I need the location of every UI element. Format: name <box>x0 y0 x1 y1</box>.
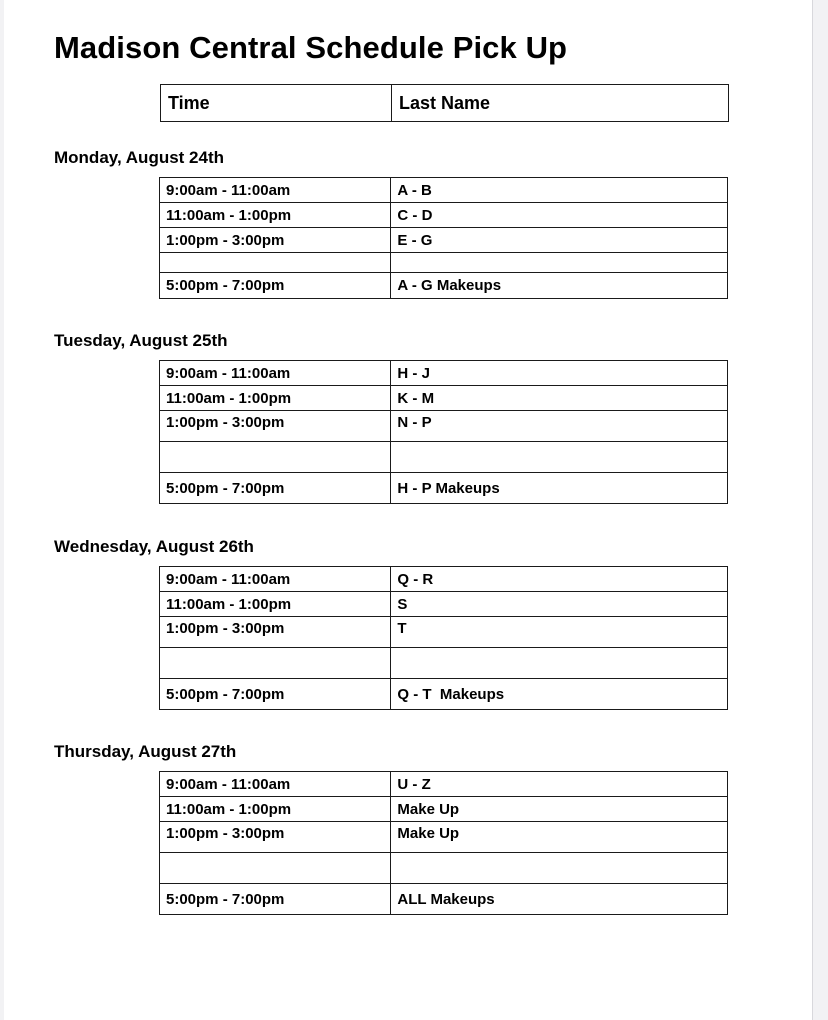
day-label-thursday: Thursday, August 27th <box>54 742 237 761</box>
last-name-cell: S <box>391 592 728 617</box>
last-name-cell: A - B <box>391 178 728 203</box>
last-name-cell: H - J <box>391 361 728 386</box>
time-cell: 9:00am - 11:00am <box>160 361 391 386</box>
time-cell <box>160 253 391 273</box>
table-row <box>160 617 728 648</box>
time-cell <box>160 442 391 473</box>
time-cell: 5:00pm - 7:00pm <box>160 273 391 299</box>
last-name-cell: U - Z <box>391 772 728 797</box>
schedule-table-tuesday <box>159 360 728 504</box>
last-name-cell: T <box>391 617 728 648</box>
header-last-name: Last Name <box>392 85 729 122</box>
last-name-cell: C - D <box>391 203 728 228</box>
last-name-cell <box>391 253 728 273</box>
schedule-table-monday <box>159 177 728 299</box>
time-cell: 9:00am - 11:00am <box>160 178 391 203</box>
time-cell <box>160 853 391 884</box>
table-row <box>160 567 728 592</box>
document-page <box>4 0 813 1020</box>
day-label-tuesday: Tuesday, August 25th <box>54 331 228 350</box>
last-name-cell: ALL Makeups <box>391 884 728 915</box>
table-row <box>160 853 728 884</box>
time-cell: 11:00am - 1:00pm <box>160 386 391 411</box>
schedule-table-thursday <box>159 771 728 915</box>
header-row <box>161 85 729 122</box>
last-name-cell: Q - R <box>391 567 728 592</box>
last-name-cell: E - G <box>391 228 728 253</box>
time-cell: 9:00am - 11:00am <box>160 772 391 797</box>
table-row <box>160 273 728 299</box>
table-row <box>160 473 728 504</box>
last-name-cell: N - P <box>391 411 728 442</box>
day-label-wednesday: Wednesday, August 26th <box>54 537 254 556</box>
time-cell: 1:00pm - 3:00pm <box>160 617 391 648</box>
last-name-cell: Q - T Makeups <box>391 679 728 710</box>
table-row <box>160 679 728 710</box>
table-row <box>160 772 728 797</box>
day-label-monday: Monday, August 24th <box>54 148 224 167</box>
table-row <box>160 386 728 411</box>
table-row <box>160 228 728 253</box>
time-cell: 11:00am - 1:00pm <box>160 797 391 822</box>
time-cell: 1:00pm - 3:00pm <box>160 411 391 442</box>
table-row <box>160 253 728 273</box>
table-row <box>160 178 728 203</box>
time-cell <box>160 648 391 679</box>
table-row <box>160 411 728 442</box>
last-name-cell <box>391 442 728 473</box>
last-name-cell: Make Up <box>391 822 728 853</box>
time-cell: 1:00pm - 3:00pm <box>160 822 391 853</box>
time-cell: 11:00am - 1:00pm <box>160 203 391 228</box>
time-cell: 11:00am - 1:00pm <box>160 592 391 617</box>
table-row <box>160 203 728 228</box>
time-cell: 5:00pm - 7:00pm <box>160 473 391 504</box>
last-name-cell: K - M <box>391 386 728 411</box>
table-row <box>160 822 728 853</box>
last-name-cell <box>391 648 728 679</box>
page-title: Madison Central Schedule Pick Up <box>54 30 568 65</box>
time-cell: 5:00pm - 7:00pm <box>160 884 391 915</box>
table-row <box>160 648 728 679</box>
last-name-cell: Make Up <box>391 797 728 822</box>
last-name-cell: H - P Makeups <box>391 473 728 504</box>
time-cell: 9:00am - 11:00am <box>160 567 391 592</box>
table-row <box>160 592 728 617</box>
table-row <box>160 361 728 386</box>
column-header-table <box>160 84 729 122</box>
last-name-cell: A - G Makeups <box>391 273 728 299</box>
table-row <box>160 442 728 473</box>
schedule-table-wednesday <box>159 566 728 710</box>
table-row <box>160 797 728 822</box>
time-cell: 1:00pm - 3:00pm <box>160 228 391 253</box>
header-time: Time <box>161 85 392 122</box>
last-name-cell <box>391 853 728 884</box>
time-cell: 5:00pm - 7:00pm <box>160 679 391 710</box>
table-row <box>160 884 728 915</box>
